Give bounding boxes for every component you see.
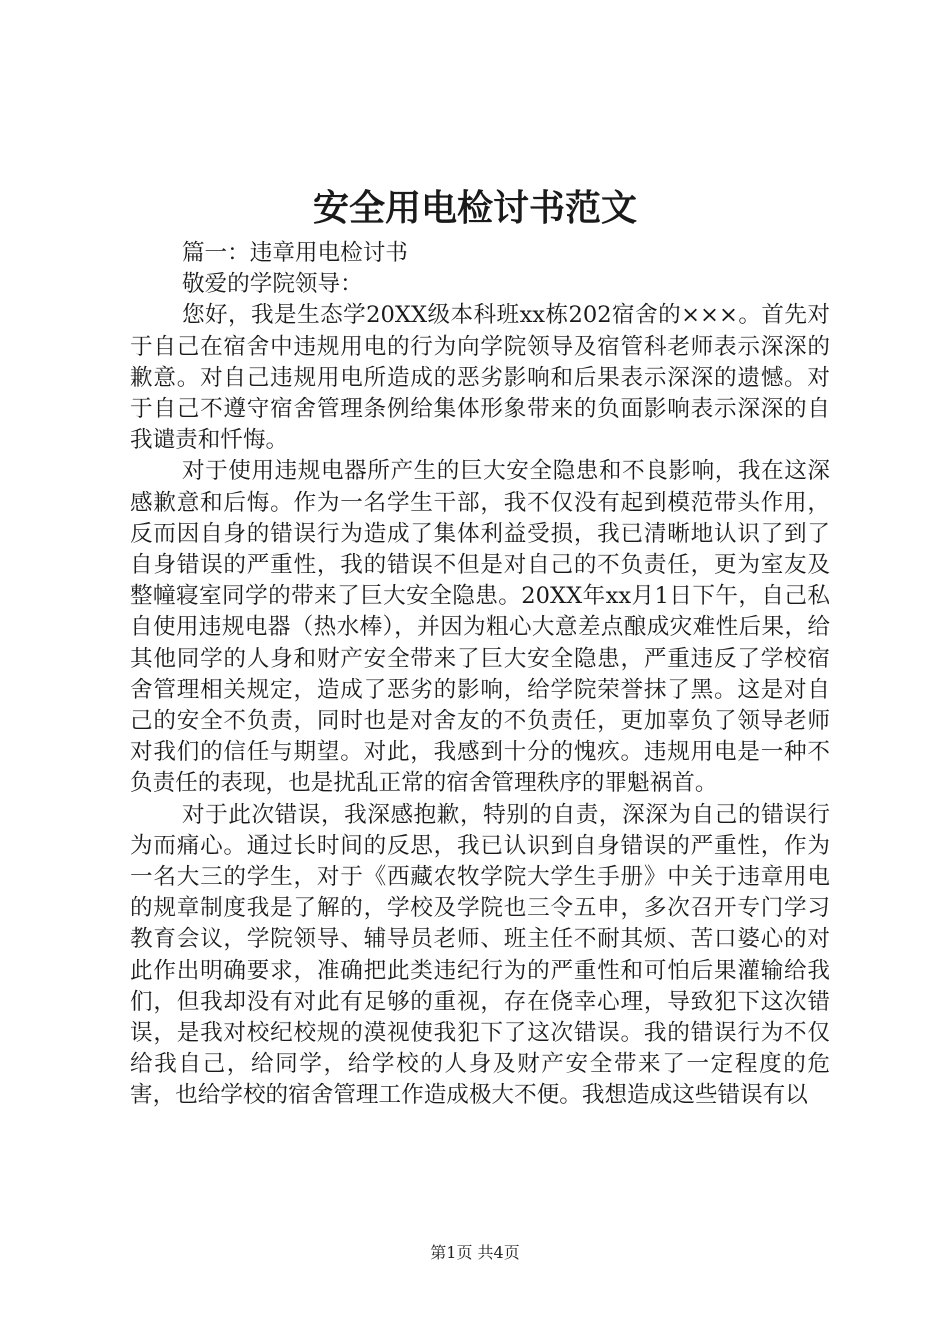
section-heading: 篇一：违章用电检讨书	[181, 240, 408, 266]
document-body	[130, 238, 830, 1112]
page-footer: 第1页 共4页	[430, 1243, 520, 1262]
paragraph-1: 您好，我是生态学20XX级本科班xx栋202宿舍的×××。首先对于自己在宿舍中违规用电的行为向学院领导及宿管科老师表示深深的歉意。对自己违规用电所造成的恶劣影响和后果表示深深的遗憾。对于自己不遵守宿舍管理条例给集体形象带来的负面影响表示深深的自我谴责和忏悔。	[130, 302, 830, 454]
paragraph-3: 对于此次错误，我深感抱歉，特别的自责，深深为自己的错误行为而痛心。通过长时间的反思，我已认识到自身错误的严重性，作为一名大三的学生，对于《西藏农牧学院大学生手册》中关于违章用电的规章制度我是了解的，学校及学院也三令五申，多次召开专门学习教育会议，学院领导、辅导员老师、班主任不耐其烦、苦口婆心的对此作出明确要求，准确把此类违纪行为的严重性和可怕后果灌输给我们，但我却没有对此有足够的重视，存在侥幸心理，导致犯下这次错误，是我对校纪校规的漠视使我犯下了这次错误。我的错误行为不仅给我自己，给同学，给学校的人身及财产安全带来了一定程度的危害，也给学校的宿舍管理工作造成极大不便。我想造成这些错误有以	[130, 801, 830, 1109]
paragraph-2: 对于使用违规电器所产生的巨大安全隐患和不良影响，我在这深感歉意和后悔。作为一名学生干部，我不仅没有起到模范带头作用，反而因自身的错误行为造成了集体利益受损，我已清晰地认识了到了自身错误的严重性，我的错误不但是对自己的不负责任，更为室友及整幢寝室同学的带来了巨大安全隐患。20XX年xx月1日下午，自己私自使用违规电器（热水棒），并因为粗心大意差点酿成灾难性后果，给其他同学的人身和财产安全带来了巨大安全隐患，严重违反了学校宿舍管理相关规定，造成了恶劣的影响，给学院荣誉抹了黑。这是对自己的安全不负责，同时也是对舍友的不负责任，更加辜负了领导老师对我们的信任与期望。对此，我感到十分的愧疚。违规用电是一种不负责任的表现，也是扰乱正常的宿舍管理秩序的罪魁祸首。	[130, 458, 830, 797]
salutation: 敬爱的学院领导：	[181, 271, 363, 298]
document-title: 安全用电检讨书范文	[312, 187, 637, 229]
